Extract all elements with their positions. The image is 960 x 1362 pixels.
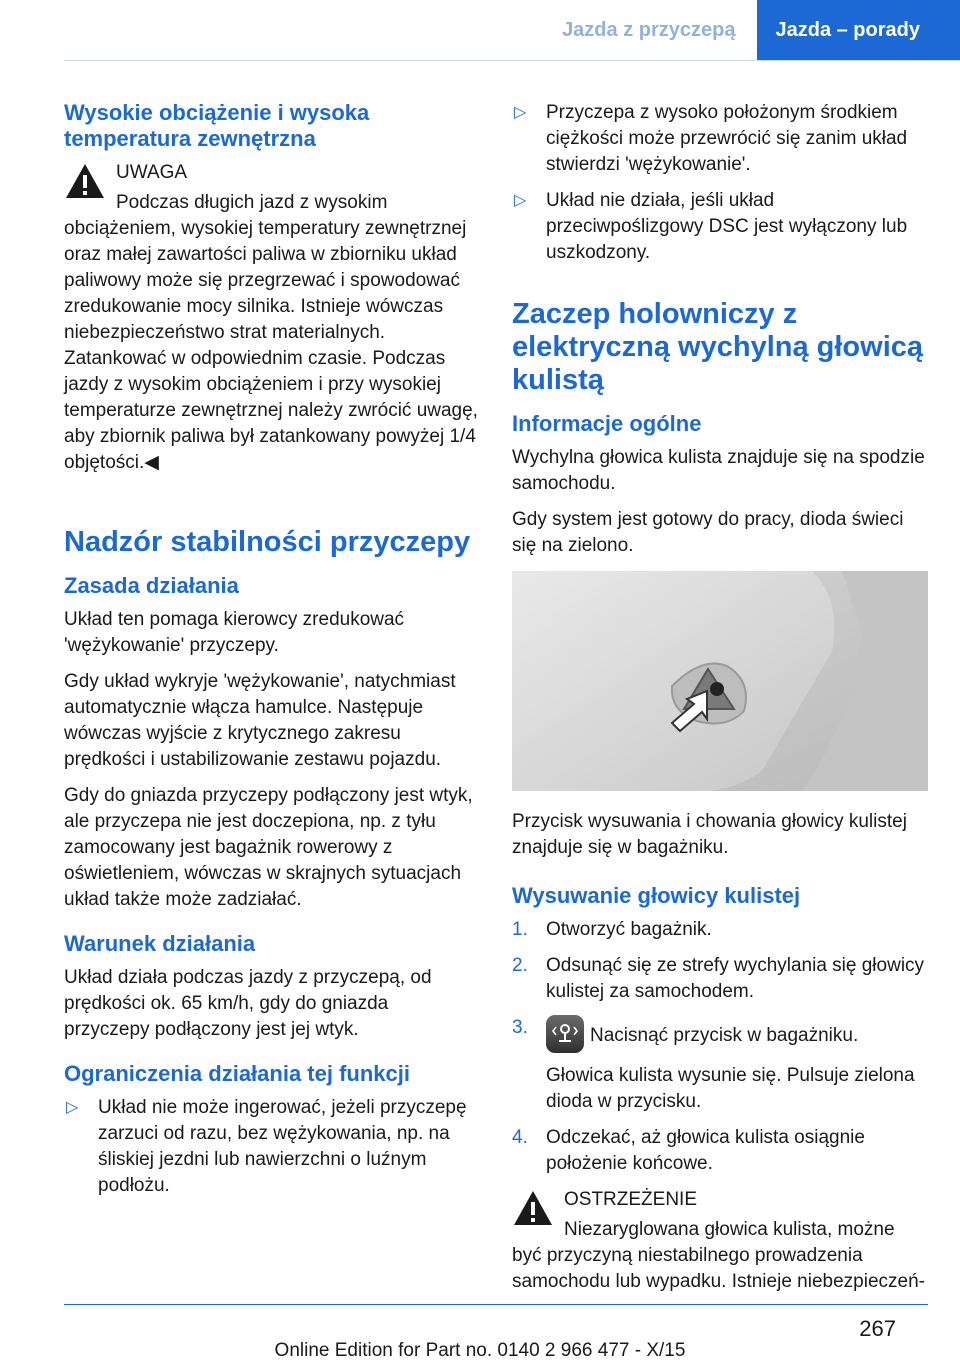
header-tabs bbox=[540, 0, 960, 60]
paragraph-principle-3: Gdy do gniazda przyczepy podłączony jest wtyk, ale przyczepa nie jest doczepiona, np. z tyłu zamocowany jest bagażnik rowerowy z oświetleniem, wówczas w skrajnych sytuacjach układ także może zadziałać. bbox=[64, 785, 473, 910]
caution-notice bbox=[64, 160, 478, 476]
tab-trailer-driving[interactable]: Jazda z przyczepą bbox=[562, 18, 736, 41]
limits-list-continued bbox=[512, 100, 928, 266]
right-column bbox=[512, 100, 928, 1305]
warning-triangle-icon bbox=[64, 162, 106, 200]
list-arrow-icon: ▷ bbox=[514, 104, 527, 121]
list-arrow-icon: ▷ bbox=[66, 1099, 79, 1116]
extend-steps bbox=[512, 917, 928, 1177]
heading-condition: Warunek działania bbox=[64, 931, 256, 956]
warning-triangle-icon bbox=[512, 1189, 554, 1227]
header-rule bbox=[64, 60, 960, 61]
list-item: 3. Nacisnąć przycisk w bagażniku. Głowica kulista wysunie się. Pulsuje zielona dioda w przycisku. bbox=[512, 1017, 915, 1112]
list-item: ▷ Układ nie może ingerować, jeżeli przyczepę zarzuci od razu, bez wężykowania, np. na śliskiej jezdni lub nawierzchni o luźnym podłożu. bbox=[66, 1097, 467, 1196]
warning-title: OSTRZEŻENIE bbox=[564, 1189, 698, 1210]
heading-tow-hitch: Zaczep holowniczy z elektryczną wychylną głowicą kulistą bbox=[512, 298, 924, 396]
list-arrow-icon: ▷ bbox=[514, 192, 527, 209]
list-item: 1. Otworzyć bagażnik. bbox=[512, 919, 712, 940]
footer-rule bbox=[64, 1304, 928, 1305]
list-item: 2. Odsunąć się ze strefy wychylania się głowicy kulistej za samochodem. bbox=[512, 955, 925, 1002]
list-item: 4. Odczekać, aż głowica kulista osiągnie położenie końcowe. bbox=[512, 1127, 865, 1174]
paragraph-principle-1: Układ ten pomaga kierowcy zredukować 'wężykowanie' przyczepy. bbox=[64, 609, 405, 656]
photo-caption: Przycisk wysuwania i chowania głowicy kulistej znajduje się w bagażniku. bbox=[512, 811, 907, 858]
left-column bbox=[64, 100, 478, 1209]
trailer-hitch-button-icon bbox=[546, 1015, 584, 1053]
tab-driving-tips[interactable]: Jazda – porady bbox=[757, 0, 960, 60]
paragraph-principle-2: Gdy układ wykryje 'wężykowanie', natychmiast automatycznie włącza hamulce. Następuje wówczas wyjście z krytycznego zakresu prędkości i ustabilizowanie zestawu pojazdu. bbox=[64, 671, 456, 770]
paragraph-general-2: Gdy system jest gotowy do pracy, dioda świeci się na zielono. bbox=[512, 509, 904, 556]
warning-notice bbox=[512, 1187, 928, 1295]
warning-text: Niezaryglowana głowica kulista, możne być przyczyną niestabilnego prowadzenia samochodu lub wypadku. Istnieje niebezpieczeń- bbox=[512, 1219, 925, 1292]
paragraph-condition: Układ działa podczas jazdy z przyczepą, od prędkości ok. 65 km/h, gdy do gniazda przyczepy podłączony jest jej wtyk. bbox=[64, 967, 432, 1040]
heading-principle: Zasada działania bbox=[64, 573, 239, 598]
heading-high-load: Wysokie obciążenie i wysoka temperatura zewnętrzna bbox=[64, 100, 370, 151]
trunk-button-photo-drawing bbox=[512, 571, 928, 791]
edition-note: Online Edition for Part no. 0140 2 966 477 - X/15 bbox=[274, 1340, 686, 1361]
list-item: ▷ Przyczepa z wysoko położonym środkiem ciężkości może przewrócić się zanim układ stwierdzi 'wężykowanie'. bbox=[514, 102, 908, 175]
paragraph-general-1: Wychylna głowica kulista znajduje się na spodzie samochodu. bbox=[512, 447, 925, 494]
caution-text: Podczas długich jazd z wysokim obciążeniem, wysokiej temperatury zewnętrznej oraz małej zawartości paliwa w zbiorniku układ paliwowy może się przegrzewać i spowodować zredukowanie mocy silnika. Istnieje wówczas niebezpieczeństwo strat materialnych. Zatankować w odpowiednim czasie. Podczas jazdy z wysokim obciążeniem i przy wysokiej temperaturze zewnętrznej należy zwrócić uwagę, aby zbiornik paliwa był zatankowany powyżej 1/4 objętości.◀ bbox=[64, 192, 478, 473]
limits-list bbox=[64, 1095, 478, 1199]
heading-extend-ball: Wysuwanie głowicy kulistej bbox=[512, 883, 801, 908]
caution-title: UWAGA bbox=[116, 162, 188, 183]
heading-trailer-stability: Nadzór stabilności przyczepy bbox=[64, 526, 471, 558]
list-item: ▷ Układ nie działa, jeśli układ przeciwpoślizgowy DSC jest wyłączony lub uszkodzony. bbox=[514, 190, 908, 263]
trunk-button-photo bbox=[512, 571, 928, 791]
page-number: 267 bbox=[859, 1316, 896, 1341]
heading-general-info: Informacje ogólne bbox=[512, 411, 702, 436]
heading-limits: Ograniczenia działania tej funkcji bbox=[64, 1061, 410, 1086]
